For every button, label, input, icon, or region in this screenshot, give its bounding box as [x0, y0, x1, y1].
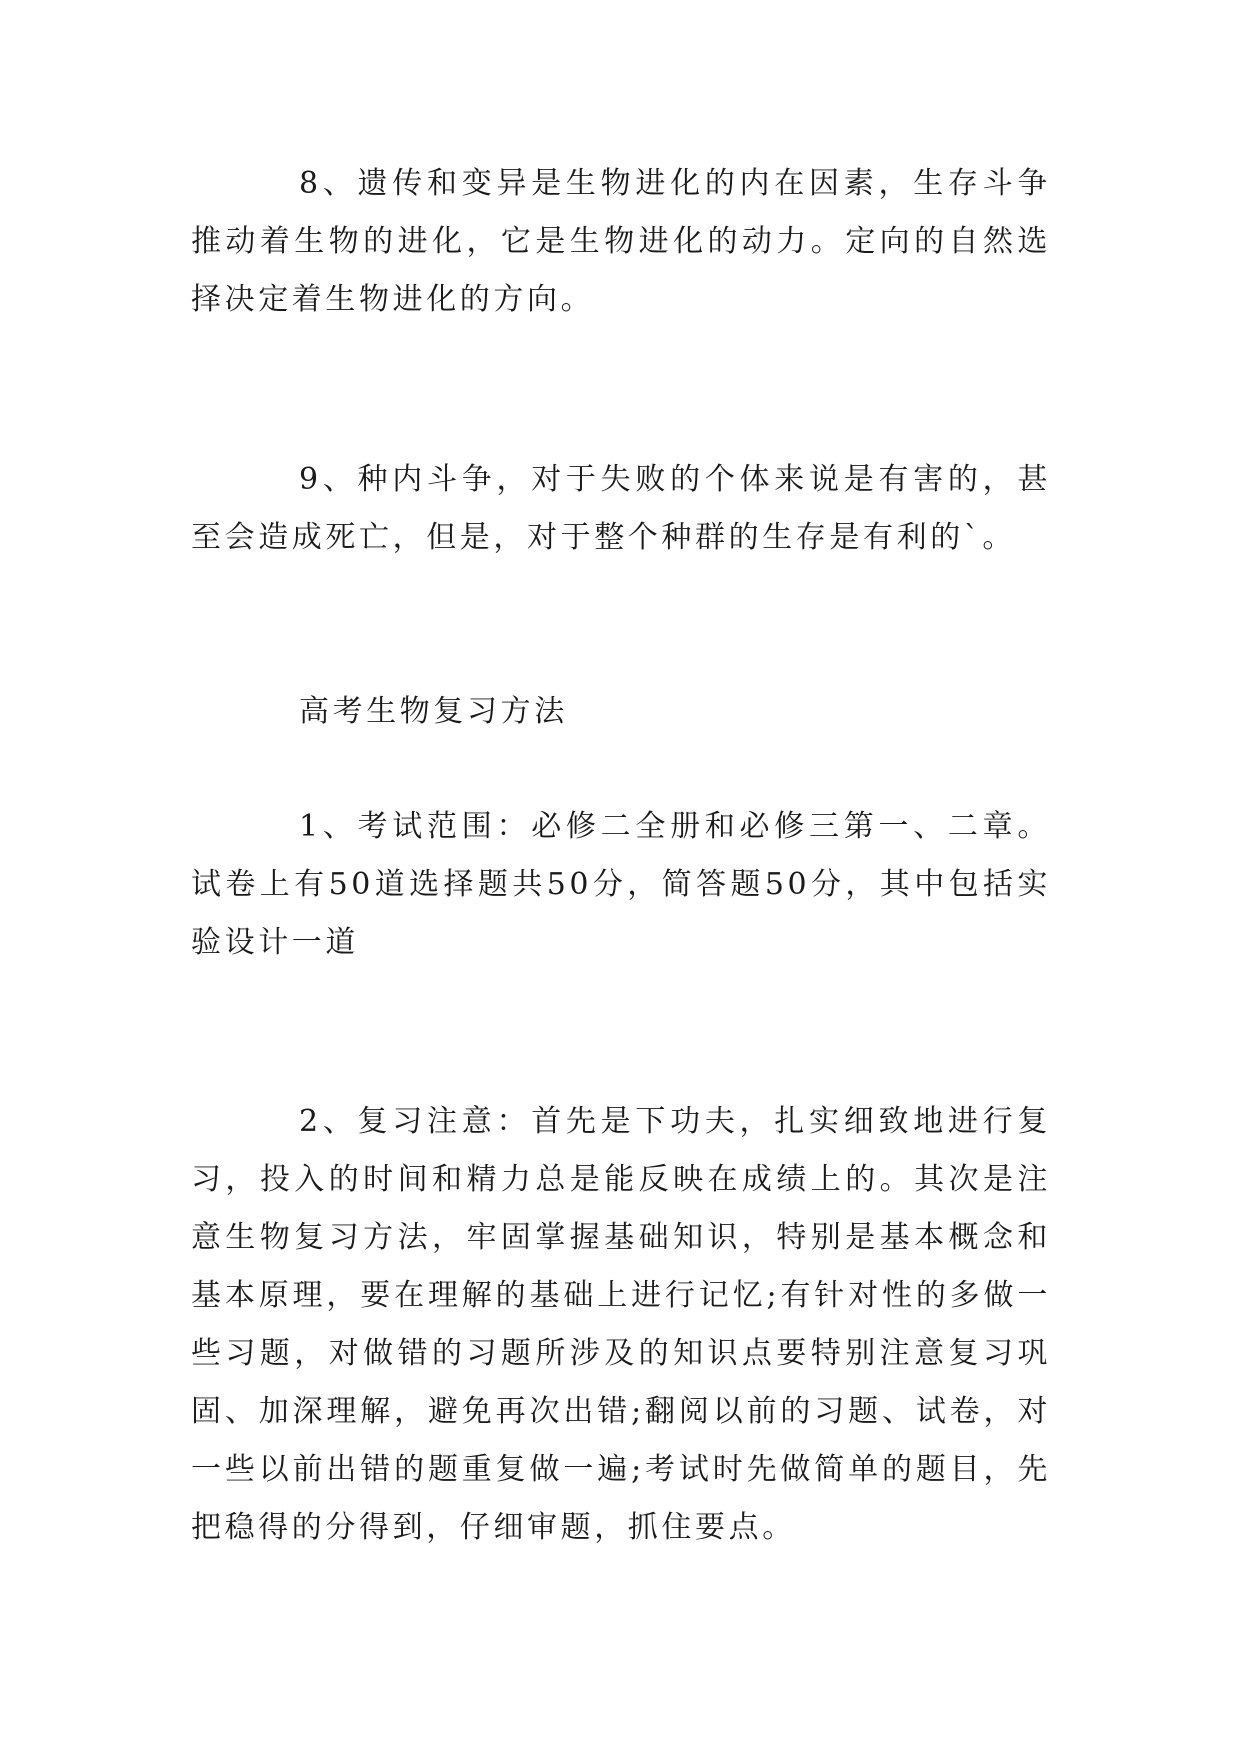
paragraph-review-notes: 2、复习注意：首先是下功夫，扎实细致地进行复习，投入的时间和精力总是能反映在成绩上的。其次是注意生物复习方法，牢固掌握基础知识，特别是基本概念和基本原理，要在理解的基础上进行记忆;有针对性的多做一些习题，对做错的习题所涉及的知识点要特别注意复习巩固、加深理解，避免再次出错;翻阅以前的习题、试卷，对一些以前出错的题重复做一遍;考试时先做简单的题目，先把稳得的分得到，仔细审题，抓住要点。 [191, 1104, 1051, 1545]
section-heading: 高考生物复习方法 [299, 694, 568, 729]
paragraph-point-9: 9、种内斗争，对于失败的个体来说是有害的，甚至会造成死亡，但是，对于整个种群的生存是有利的`。 [191, 462, 1051, 555]
paragraph-point-8: 8、遗传和变异是生物进化的内在因素，生存斗争推动着生物的进化，它是生物进化的动力。定向的自然选择决定着生物进化的方向。 [191, 166, 1051, 317]
paragraph-exam-scope: 1、考试范围：必修二全册和必修三第一、二章。试卷上有50道选择题共50分，简答题50分，其中包括实验设计一道 [191, 809, 1051, 960]
